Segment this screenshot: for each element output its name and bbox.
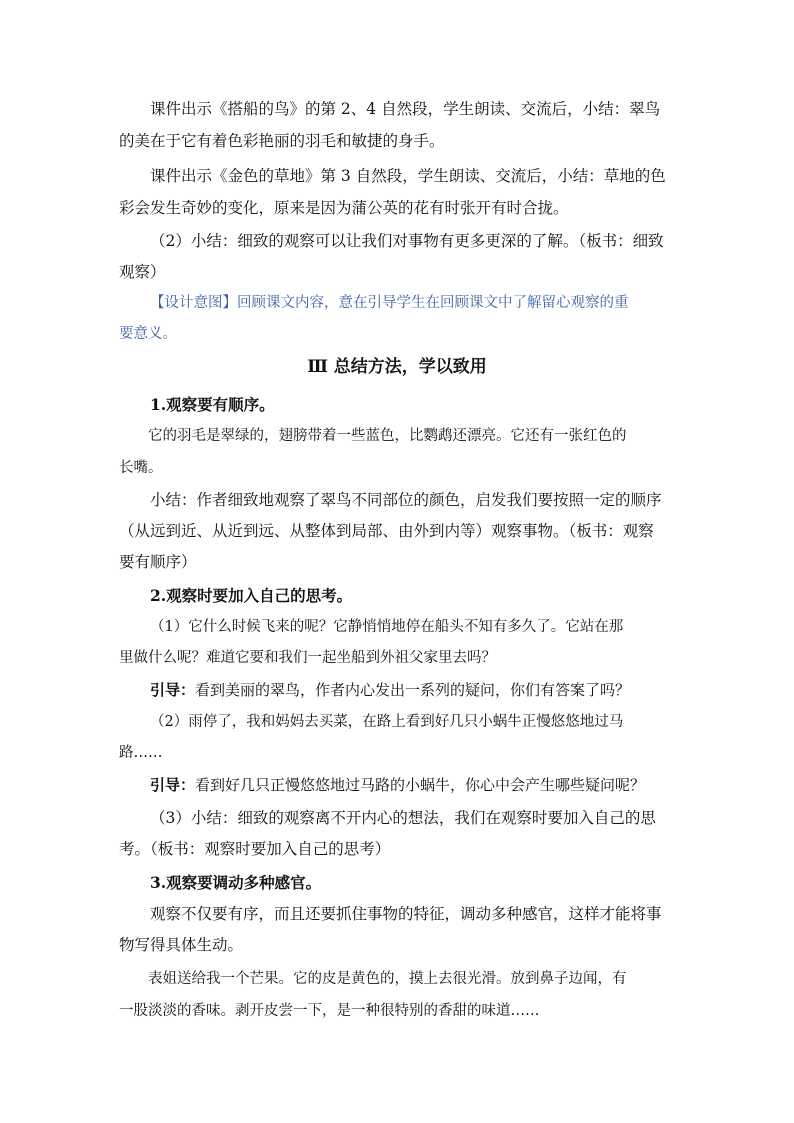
summary2-line2: 考。（板书：观察时要加入自己的思考） (119, 840, 391, 858)
para2-line1: 课件出示《金色的草地》第 3 自然段，学生朗读、交流后，小结：草地的色 (150, 167, 666, 185)
heading-1: 1.观察要有顺序。 (150, 395, 275, 414)
summary2-line1: （3）小结：细致的观察离不开内心的想法，我们在观察时要加入自己的思 (150, 809, 656, 827)
heading-2: 2.观察时要加入自己的思考。 (150, 586, 353, 605)
guide2-line (150, 769, 680, 802)
heading-3: 3.观察要调动多种感官。 (150, 873, 322, 892)
summary1-line2: （从远到近、从近到远、从整体到局部、由外到内等）观察事物。（板书：观察 (119, 522, 654, 540)
section-title: Ⅲ 总结方法，学以致用 (307, 357, 487, 377)
guide1-line (150, 674, 680, 707)
design-intent-label: 【设计意图】 (150, 295, 237, 311)
para3-line2: 观察） (119, 263, 166, 281)
design-intent-line1 (150, 287, 680, 320)
guide2-label: 引导： (150, 776, 196, 794)
para1-line1: 课件出示《搭船的鸟》的第 2、4 自然段，学生朗读、交流后，小结：翠鸟 (150, 100, 661, 118)
quote2-line2: 里做什么呢？难道它要和我们一起坐船到外祖父家里去吗？ (119, 650, 496, 666)
guide1-label: 引导： (150, 681, 196, 699)
summary1-line1: 小结：作者细致地观察了翠鸟不同部位的颜色，启发我们要按照一定的顺序 (150, 491, 662, 509)
design-intent-text: 回顾课文内容，意在引导学生在回顾课文中了解留心观察的重 (237, 295, 629, 311)
quote4-line1: 表姐送给我一个芒果。它的皮是黄色的，摸上去很光滑。放到鼻子边闻，有 (148, 971, 627, 987)
quote1-line1: 它的羽毛是翠绿的，翅膀带着一些蓝色，比鹦鹉还漂亮。它还有一张红色的 (148, 428, 627, 444)
para2-line2: 彩会发生奇妙的变化，原来是因为蒲公英的花有时张开有时合拢。 (119, 199, 569, 217)
quote3-line1: （2）雨停了，我和妈妈去买菜，在路上看到好几只小蜗牛正慢悠悠地过马 (150, 714, 624, 730)
quote2-line1: （1）它什么时候飞来的呢？它静悄悄地停在船头不知有多久了。它站在那 (150, 619, 624, 635)
guide2-text: 看到好几只正慢悠悠地过马路的小蜗牛，你心中会产生哪些疑问呢？ (195, 776, 646, 794)
quote4-line2: 一股淡淡的香味。剥开皮尝一下，是一种很特别的香甜的味道…… (119, 1003, 540, 1019)
quote3-line2: 路…… (119, 745, 163, 761)
guide1-text: 看到美丽的翠鸟，作者内心发出一系列的疑问，你们有答案了吗？ (195, 681, 631, 699)
para3-line1: （2）小结：细致的观察可以让我们对事物有更多更深的了解。（板书：细致 (150, 232, 664, 250)
summary1-line3: 要有顺序） (119, 553, 197, 571)
para4-line1: 观察不仅要有序，而且还要抓住事物的特征，调动多种感官，这样才能将事 (150, 905, 662, 923)
quote1-line2: 长嘴。 (119, 460, 163, 476)
para1-line2: 的美在于它有着色彩艳丽的羽毛和敏捷的身手。 (119, 132, 445, 150)
design-intent-line2: 要意义。 (119, 326, 177, 342)
para4-line2: 物写得具体生动。 (119, 936, 244, 954)
